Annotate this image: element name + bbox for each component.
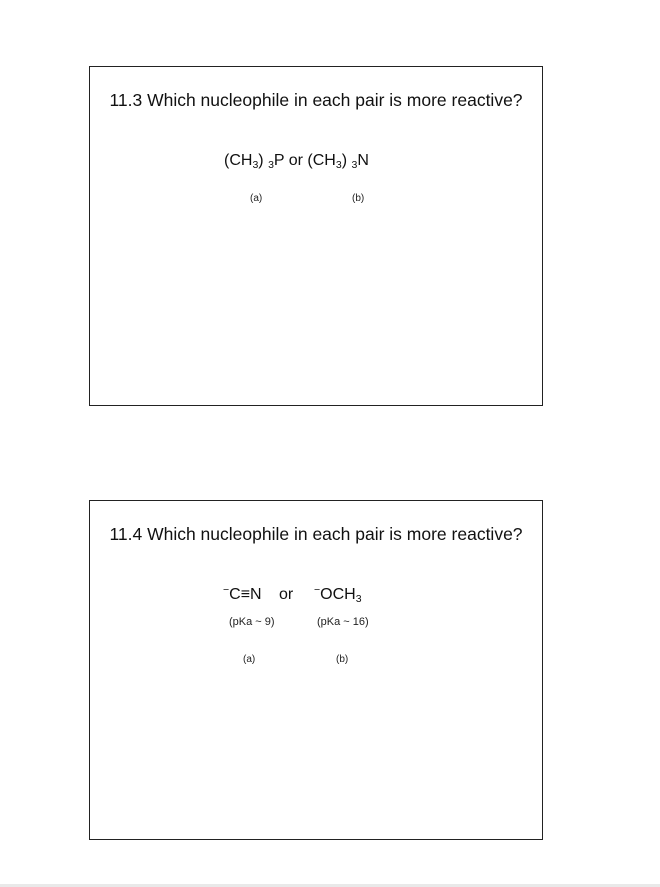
pka-b: (pKa ~ 16) [317,616,369,628]
slide-title: 11.4 Which nucleophile in each pair is more reactive? [109,524,523,544]
slide-11-3 [89,66,543,406]
label-a: (a) [250,193,263,204]
nucleophile-pair [224,151,369,171]
option-a-formula: −C≡N [223,584,262,603]
slide-11-4 [89,500,543,840]
slide-title: 11.3 Which nucleophile in each pair is more reactive? [109,90,523,110]
option-b-formula: $(CH_3)$ $_3$N [307,152,369,171]
or-connector: or [284,152,308,169]
label-b: (b) [352,193,365,204]
pka-a: (pKa ~ 9) [229,616,275,628]
option-b-formula: $^-OCH_3$ [314,584,362,605]
label-b: (b) [336,654,349,665]
option-a-formula: $(CH_3)$ $_3$P [224,152,285,171]
or-connector: or [279,586,294,603]
label-a: (a) [243,654,256,665]
